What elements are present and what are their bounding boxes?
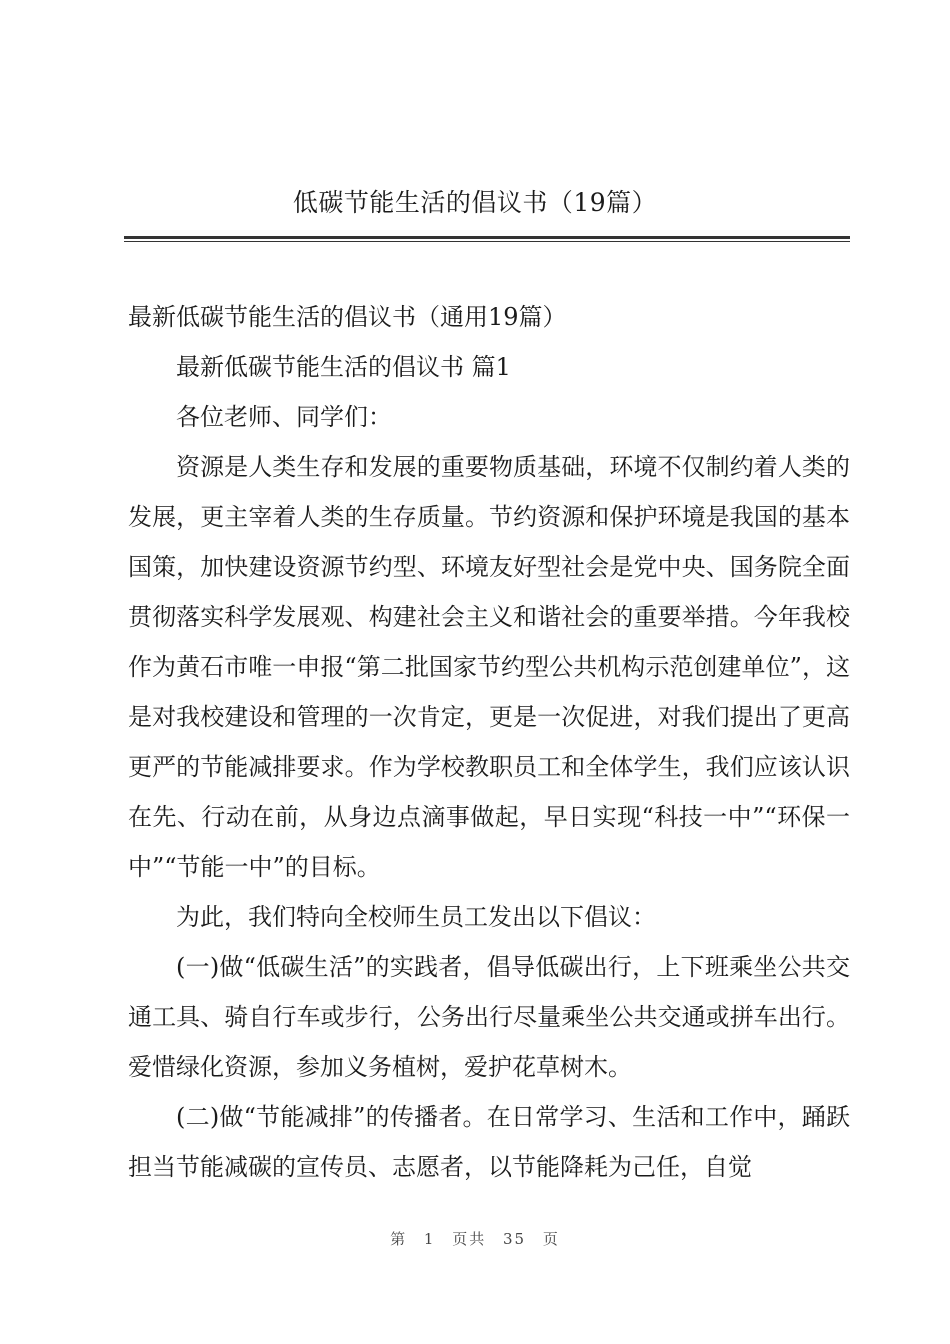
document-body [128,292,850,1192]
page-number-footer: 第 1 页共 35 页 [390,1230,560,1248]
body-paragraph: (二)做“节能减排”的传播者。在日常学习、生活和工作中，踊跃担当节能减碳的宣传员、志愿者，以节能降耗为己任，自觉 [128,1103,850,1181]
salutation: 各位老师、同学们： [176,403,392,431]
section-heading: 最新低碳节能生活的倡议书 篇1 [176,353,511,381]
title-divider-thick [124,236,850,239]
body-paragraph: 资源是人类生存和发展的重要物质基础，环境不仅制约着人类的发展，更主宰着人类的生存质量。节约资源和保护环境是我国的基本国策，加快建设资源节约型、环境友好型社会是党中央、国务院全面贯彻落实科学发展观、构建社会主义和谐社会的重要举措。今年我校作为黄石市唯一申报“第二批国家节约型公共机构示范创建单位”，这是对我校建设和管理的一次肯定，更是一次促进，对我们提出了更高更严的节能减排要求。作为学校教职员工和全体学生，我们应该认识在先、行动在前，从身边点滴事做起，早日实现“科技一中”“环保一中”“节能一中”的目标。 [128,453,850,881]
subtitle-paragraph: 最新低碳节能生活的倡议书（通用19篇） [128,303,567,331]
body-paragraph: (一)做“低碳生活”的实践者，倡导低碳出行，上下班乘坐公共交通工具、骑自行车或步行，公务出行尽量乘坐公共交通或拼车出行。爱惜绿化资源，参加义务植树，爱护花草树木。 [128,953,850,1081]
document-title: 低碳节能生活的倡议书（19篇） [292,188,658,217]
body-paragraph: 为此，我们特向全校师生员工发出以下倡议： [176,903,656,931]
title-divider-thin [124,241,850,242]
